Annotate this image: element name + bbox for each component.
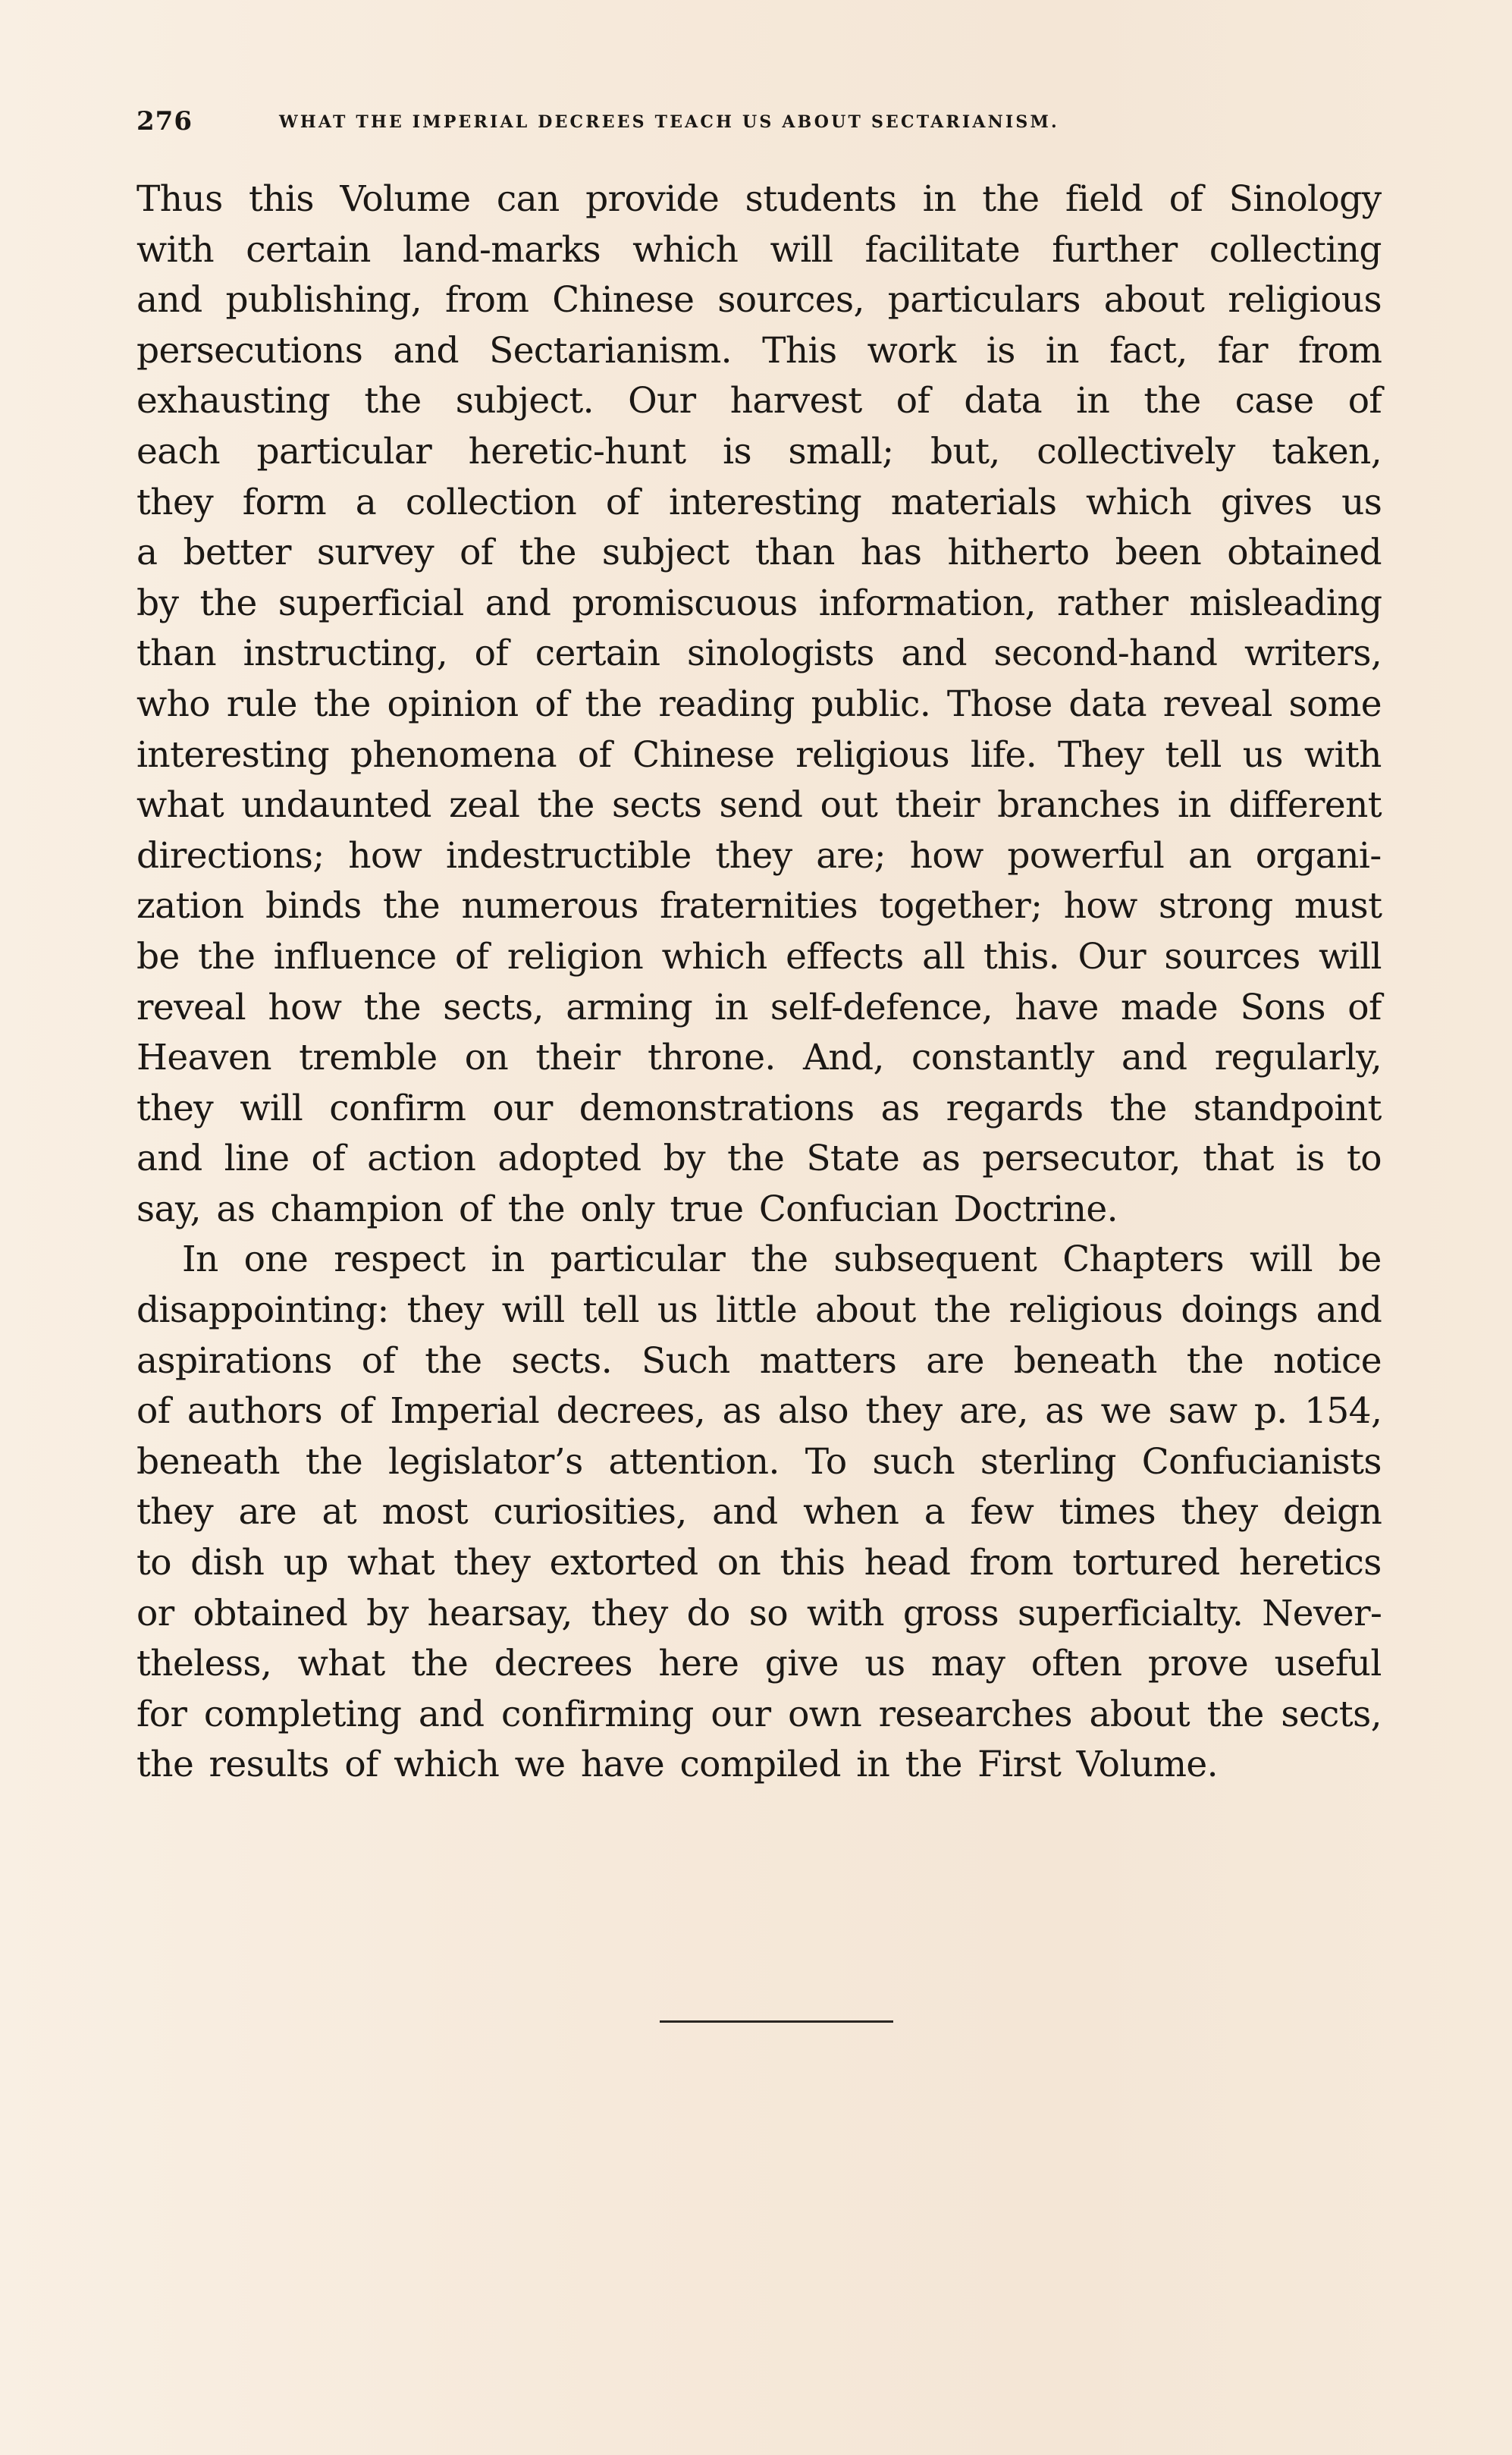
text-line: and publishing, from Chinese sources, particulars about religious [136,279,1382,322]
text-line: than instructing, of certain sinologists and second-hand writers, [136,633,1382,675]
running-head-title: WHAT THE IMPERIAL DECREES TEACH US ABOUT SECTARIANISM. [279,112,1059,132]
section-end-rule [660,2020,893,2023]
text-line: to dish up what they extorted on this head from tortured heretics [136,1542,1382,1584]
text-line: a better survey of the subject than has hitherto been obtained [136,532,1382,574]
text-line: reveal how the sects, arming in self-defence, have made Sons of [136,986,1382,1028]
text-line: disappointing: they will tell us little about the religious doings and [136,1289,1382,1332]
text-line: for completing and confirming our own researches about the sects, [136,1693,1382,1735]
text-line: each particular heretic-hunt is small; but, collectively taken, [136,430,1382,472]
text-line: zation binds the numerous fraternities together; how strong must [136,885,1382,928]
text-line: beneath the legislator’s attention. To such sterling Confucianists [136,1440,1382,1483]
text-line: Heaven tremble on their throne. And, constantly and regularly, [136,1037,1382,1079]
text-line: by the superficial and promiscuous information, rather misleading [136,582,1382,624]
text-line: theless, what the decrees here give us may often prove useful [136,1643,1382,1685]
text-line: they are at most curiosities, and when a few times they deign [136,1491,1382,1534]
paragraph-2 [136,1235,1382,1791]
text-line: the results of which we have compiled in the First Volume. [136,1744,1218,1786]
text-line: who rule the opinion of the reading public. Those data reveal some [136,683,1382,725]
text-line: In one respect in particular the subsequent Chapters will be [182,1238,1382,1281]
paragraph-1 [136,174,1382,1235]
text-line: aspirations of the sects. Such matters are beneath the notice [136,1339,1382,1382]
text-line: what undaunted zeal the sects send out their branches in different [136,784,1382,827]
text-line: interesting phenomena of Chinese religious life. They tell us with [136,733,1382,776]
text-line: directions; how indestructible they are; how powerful an organi- [136,834,1382,877]
text-line: persecutions and Sectarianism. This work is in fact, far from [136,329,1382,372]
running-head [136,106,1251,137]
text-line: say, as champion of the only true Confucian Doctrine. [136,1188,1118,1230]
text-line: be the influence of religion which effects all this. Our sources will [136,935,1382,978]
text-line: or obtained by hearsay, they do so with gross superficialty. Never- [136,1592,1382,1634]
text-line: exhausting the subject. Our harvest of data in the case of [136,380,1382,422]
page-number: 276 [136,106,193,137]
text-line: and line of action adopted by the State as persecutor, that is to [136,1138,1382,1180]
text-line: with certain land-marks which will facilitate further collecting [136,228,1382,271]
text-line: they form a collection of interesting materials which gives us [136,481,1382,523]
text-line: Thus this Volume can provide students in the field of Sinology [136,178,1382,220]
text-line: they will confirm our demonstrations as regards the standpoint [136,1087,1382,1129]
text-line: of authors of Imperial decrees, as also they are, as we saw p. 154, [136,1390,1382,1433]
body-text [136,174,1382,1791]
